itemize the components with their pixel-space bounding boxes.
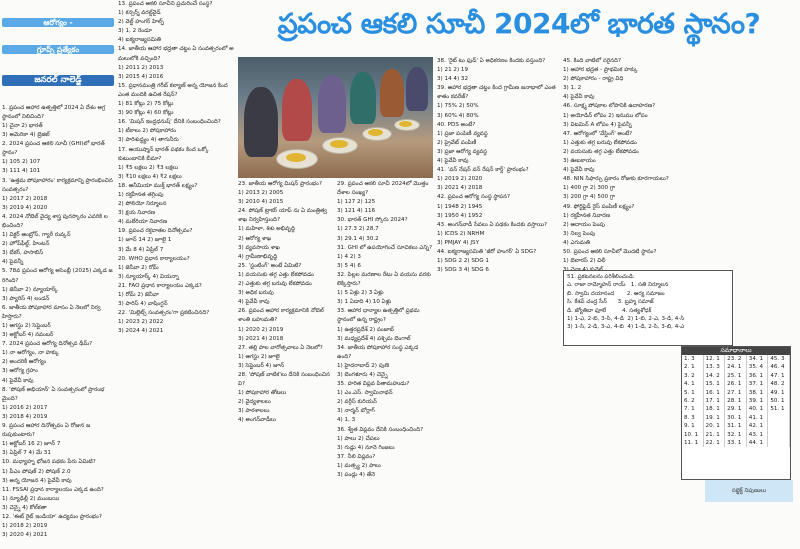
- answer-row: [682, 397, 790, 405]
- answer-cell: 24. 1: [725, 363, 747, 371]
- answer-cell: 33. 1: [725, 439, 747, 447]
- answer-cell: 20. 1: [703, 422, 725, 430]
- answer-cell: 10. 1: [682, 431, 703, 439]
- answer-cell: 41. 1: [746, 414, 768, 422]
- children-eating-photo: [238, 57, 433, 178]
- answer-cell: 50. 1: [768, 397, 790, 405]
- answer-cell: 43. 1: [746, 431, 768, 439]
- subject-label: జనరల్ నాలెడ్జ్: [2, 75, 114, 86]
- column-1-text: 1. ప్రపంచ ఆహార ఉత్పత్తిలో 2024 ఏ దేశం అగ్రస్థానంలో నిలిచింది? 1) చైనా 2) భారత్ 3) అమెరికా 4) బ్రెజిల్ 2. 2024 ప్రపంచ ఆకలి సూచీ (GHI)లో భారత్ స్థానం? 1) 105 2) 107 3) 111 4) 101 3. 'ఉత్తమ పోషకాహారం' కార్యక్రమాన్ని ప్రారంభించిన సంవత్సరం? 1) 2017 2) 2018 3) 2019 4) 2020 4. 2024 నోబెల్ వైద్య శాస్త్ర పురస్కారం ఎవరికి లభించింది? 1) విక్టర్ ఆంబ్రోస్, గ్యారీ రువ్కన్ 2) హోప్‌ఫీల్డ్, హింటన్ 3) బేకర్, హసాబిస్ 4) పైవన్నీ 5. 78వ ప్రపంచ ఆరోగ్య అసెంబ్లీ (2025) ఎక్కడ జరిగింది? 1) జెనీవా 2) న్యూయార్క్ 3) ప్యారిస్ 4) లండన్ 6. జాతీయ పోషకాహార మాసం ఏ నెలలో నిర్వహిస్తారు? 1) ఆగస్టు 2) సెప్టెంబర్ 3) అక్టోబర్ 4) నవంబర్ 7. 2024 ప్రపంచ ఆరోగ్య దినోత్సవ థీమ్? 1) నా ఆరోగ్యం, నా హక్కు 2) అందరికీ ఆరోగ్యం 3) ఆరోగ్య గ్రహం 4) పైవేవీ కావు 8. 'పోషణ్ అభియాన్' ఏ సంవత్సరంలో ప్రారంభమైంది? 1) 2016 2) 2017 3) 2018 4) 2019 9. ప్రపంచ ఆహార దినోత్సవం ఏ రోజున జరుపుకుంటారు? 1) అక్టోబర్ 16 2) జూన్ 7 3) ఏప్రిల్ 7 4) మే 31 10. మధ్యాహ్న భోజన పథకం పేరు ఏమిటి? 1) పీఎం పోషణ్ 2) పోషణ్ 2.0 3) అన్న యోజన 4) పైవేవీ కావు 11. FSSAI ప్రధాన కార్యాలయం ఎక్కడ ఉంది? 1) న్యూఢిల్లీ 2) ముంబయి 3) చెన్నై 4) కోల్‌కతా 12. 'ఈట్ రైట్ ఇండియా' ఉద్యమం ప్రారంభం? 1) 2018 2) 2019 3) 2020 4) 2021: [2, 104, 113, 539]
- answer-key-table: [682, 355, 790, 447]
- answer-cell: 22. 1: [703, 439, 725, 447]
- answer-cell: 23. 2: [725, 355, 747, 363]
- answer-row: [682, 363, 790, 371]
- answer-cell: 44. 1: [746, 439, 768, 447]
- answer-cell: 28. 1: [725, 397, 747, 405]
- answer-cell: 38. 1: [746, 389, 768, 397]
- answer-cell: 4. 1: [682, 380, 703, 388]
- answer-cell: 13. 3: [703, 363, 725, 371]
- answer-row: [682, 355, 790, 363]
- answer-row: [682, 414, 790, 422]
- answer-cell: [768, 414, 790, 422]
- matching-question-box: 51. ప్రకటనలను పరిశీలించండి: ఎ. రాజా రామ్మోహన్ రాయ్ 1. సతి నిర్మూలన బి. స్వామి దయానంద 2. ఆర్య సమాజం సి. కేశవ్ చంద్ర సేన్ 3. బ్రహ్మ సమాజ్ డి. జ్యోతిబా ఫూలే 4. సత్యశోధక్ 1) 1-ఎ, 2-బి, 3-సి, 4-డి 2) 1-బి, 2-ఎ, 3-డి, 4-సి 3) 1-సి, 2-డి, 3-ఎ, 4-బి 4) 1-డి, 2-సి, 3-బి, 4-ఎ: [563, 270, 733, 346]
- answer-cell: 46. 4: [768, 363, 790, 371]
- answer-cell: 49. 1: [768, 389, 790, 397]
- answer-cell: 21. 1: [703, 431, 725, 439]
- answer-key: [681, 346, 791, 480]
- answer-row: [682, 422, 790, 430]
- answer-cell: 30. 1: [725, 414, 747, 422]
- answer-cell: 26. 1: [725, 380, 747, 388]
- column-2: 13. ప్రపంచ ఆకలి సూచీని ప్రచురించే సంస్థ? 1) కన్సర్న్ వరల్డ్‌వైడ్ 2) వెల్ట్ హంగర్ హిల్ఫ్ 3) 1, 2 రెండూ 4) ఐక్యరాజ్యసమితి 14. జాతీయ ఆహార భద్రతా చట్టం ఏ సంవత్సరంలో అమలులోకి వచ్చింది? 1) 2011 2) 2013 3) 2015 4) 2016 15. ప్రధానమంత్రి గరీబ్ కల్యాణ్ అన్న యోజన కింద ఎంత మందికి ఉచిత రేషన్? 1) 81 కోట్లు 2) 75 కోట్లు 3) 90 కోట్లు 4) 60 కోట్లు 16. 'మిషన్ ఇంద్రధనుష్' దేనికి సంబంధించింది? 1) టీకాలు 2) పోషకాహారం 3) పారిశుద్ధ్యం 4) తాగునీరు 17. ఆయుష్మాన్ భారత్ పథకం కింద ఒక్కో కుటుంబానికి బీమా? 1) ₹5 లక్షలు 2) ₹3 లక్షలు 3) ₹10 లక్షలు 4) ₹2 లక్షలు 18. ఆనీమియా ముక్త్ భారత్ లక్ష్యం? 1) రక్తహీనత తగ్గింపు 2) పోలియో నిర్మూలన 3) క్షయ నివారణ 4) మలేరియా నివారణ 19. ప్రపంచ రక్తదాతల దినోత్సవం? 1) జూన్ 14 2) జూలై 1 3) మే 8 4) ఏప్రిల్ 7 20. WHO ప్రధాన కార్యాలయం? 1) జెనీవా 2) రోమ్ 3) న్యూయార్క్ 4) వియన్నా 21. FAO ప్రధాన కార్యాలయం ఎక్కడ? 1) రోమ్ 2) జెనీవా 3) పారిస్ 4) వాషింగ్టన్ 22. 'మిల్లెట్స్ సంవత్సరం'గా ప్రకటించినది? 1) 2023 2) 2022 3) 2024 4) 2021: [118, 1, 234, 335]
- answer-cell: 19. 1: [703, 414, 725, 422]
- signature-badge: సబ్జెక్ట్ నిపుణులు: [705, 480, 793, 502]
- answer-row: [682, 405, 790, 413]
- answer-cell: 29. 1: [725, 405, 747, 413]
- answer-cell: 15. 1: [703, 380, 725, 388]
- answer-cell: 40. 1: [746, 405, 768, 413]
- answer-row: [682, 431, 790, 439]
- answer-row: [682, 372, 790, 380]
- answer-key-heading: సమాధానాలు: [682, 347, 790, 355]
- answer-cell: 51. 1: [768, 405, 790, 413]
- column-6: 45. కింది వాటిలో సరైనది? 1) ఆహార భద్రత - ప్రాథమిక హక్కు 2) పోషకాహారం - రాష్ట్ర విధి 3) 1, 2 4) పైవేవీ కావు 46. సూక్ష్మ పోషకాల లోపానికి ఉదాహరణ? 1) అయోడిన్ లోపం 2) ఇనుము లోపం 3) విటమిన్ A లోపం 4) పైవన్నీ 47. ఆరోగ్యంలో 'వేస్టింగ్' అంటే? 1) ఎత్తుకు తగ్గ బరువు లేకపోవడం 2) వయసుకు తగ్గ ఎత్తు లేకపోవడం 3) ఊబకాయం 4) పైవేవీ కావు 48. NIN సిఫార్సు ప్రకారం రోజుకు కూరగాయలు? 1) 400 గ్రా 2) 300 గ్రా 3) 200 గ్రా 4) 500 గ్రా 49. ఫోర్టిఫైడ్ రైస్ పంపిణీ లక్ష్యం? 1) రక్తహీనత నివారణ 2) ఆదాయం పెంపు 3) నిల్వ పెంపు 4) ఎగుమతి 50. ప్రపంచ ఆకలి సూచీలో మొదటి స్థానం? 1) బెలారస్ 2) చిలీ: [563, 58, 669, 265]
- answer-cell: 36. 1: [746, 372, 768, 380]
- answer-cell: 1. 3: [682, 355, 703, 363]
- answer-cell: 6. 2: [682, 397, 703, 405]
- answer-cell: 11. 1: [682, 439, 703, 447]
- answer-cell: 34. 1: [746, 355, 768, 363]
- section-label-2: గ్రూప్స్ ప్రత్యేకం: [2, 45, 114, 54]
- answer-cell: 8. 3: [682, 414, 703, 422]
- answer-cell: 14. 2: [703, 372, 725, 380]
- answer-cell: 5. 1: [682, 389, 703, 397]
- answer-cell: 16. 1: [703, 389, 725, 397]
- section-label: ఆరోగ్యం -: [2, 18, 114, 27]
- answer-row: [682, 389, 790, 397]
- answer-cell: 7. 1: [682, 405, 703, 413]
- answer-cell: 31. 1: [725, 422, 747, 430]
- page-title: ప్రపంచ ఆకలి సూచీ 2024లో భారత స్థానం?: [277, 7, 761, 40]
- answer-cell: [768, 439, 790, 447]
- answer-cell: [768, 431, 790, 439]
- answer-cell: [768, 422, 790, 430]
- answer-cell: 37. 1: [746, 380, 768, 388]
- column-1: [2, 0, 114, 539]
- answer-cell: 35. 4: [746, 363, 768, 371]
- answer-row: [682, 380, 790, 388]
- answer-cell: 9. 1: [682, 422, 703, 430]
- column-5: 38. 'రైట్ టు ఫుడ్' ఏ అధికరణం కిందకు వస్తుంది? 1) 21 2) 19 3) 14 4) 32 39. ఆహార భద్రతా చట్టం కింద గ్రామీణ జనాభాలో ఎంత శాతం కవరేజ్? 1) 75% 2) 50% 3) 60% 4) 80% 40. PDS అంటే? 1) ప్రజా పంపిణీ వ్యవస్థ 2) ప్రైవేట్ పంపిణీ 3) ప్రజా ఆరోగ్య వ్యవస్థ 4) పైవేవీ కావు 41. 'వన్ నేషన్ వన్ రేషన్ కార్డ్' ప్రారంభం? 1) 2019 2) 2020 3) 2021 4) 2018 42. ప్రపంచ ఆరోగ్య సంస్థ స్థాపన? 1) 1948 2) 1945 3) 1950 4) 1952 43. అంగన్‌వాడీ సేవలు ఏ పథకం కిందకు వస్తాయి? 1) ICDS 2) NRHM 3) PMJAY 4) JSY 44. ఐక్యరాజ్యసమితి 'జీరో హంగర్' ఏ SDG? 1) SDG 2 2) SDG 1 3) SDG 3 4) SDG 6: [437, 58, 556, 274]
- column-4: 29. ప్రపంచ ఆకలి సూచీ 2024లో మొత్తం దేశాల సంఖ్య? 1) 127 2) 125 3) 121 4) 116 30. భారత్ GHI స్కోరు 2024? 1) 27.3 2) 28.7 3) 29.1 4) 30.2 31. GHI లో ఉపయోగించే సూచికలు ఎన్ని? 1) 4 2) 3 3) 5 4) 6 32. పిల్లల మరణాల రేటు ఏ వయసు వరకు లెక్కిస్తారు? 1) 5 ఏళ్లు 2) 3 ఏళ్లు 3) 1 ఏడాది 4) 10 ఏళ్లు 33. ఆహార ధాన్యాల ఉత్పత్తిలో ప్రథమ స్థానంలో ఉన్న రాష్ట్రం? 1) ఉత్తరప్రదేశ్ 2) పంజాబ్ 3) మధ్యప్రదేశ్ 4) పశ్చిమ బెంగాల్ 34. జాతీయ పోషకాహార సంస్థ ఎక్కడ ఉంది? 1) హైదరాబాద్ 2) పుణె 3) బెంగళూరు 4) చెన్నై 35. హరిత విప్లవ పితామహుడు? 1) ఎం.ఎస్. స్వామినాథన్ 2) వర్గీస్ కురియన్ 3) నార్మన్ బోర్లాగ్ 4) 1, 3 36. శ్వేత విప్లవం దేనికి సంబంధించింది? 1) పాలు 2) చేపలు 3) గుడ్లు 4) నూనె గింజలు 37. నీలి విప్లవం? 1) మత్స్య 2) పాలు 3) పండ్లు 4) తేనె: [337, 181, 433, 478]
- column-3: 23. జాతీయ ఆరోగ్య మిషన్ ప్రారంభం? 1) 2013 2) 2005 3) 2010 4) 2015 24. పోషణ్ ట్రాకర్ యాప్ ను ఏ మంత్రిత్వ శాఖ నిర్వహిస్తుంది? 1) మహిళా, శిశు అభివృద్ధి 2) ఆరోగ్య శాఖ 3) వ్యవసాయ శాఖ 4) గ్రామీణాభివృద్ధి 25. 'స్టంటింగ్' అంటే ఏమిటి? 1) వయసుకు తగ్గ ఎత్తు లేకపోవడం 2) ఎత్తుకు తగ్గ బరువు లేకపోవడం 3) అధిక బరువు 4) పైవేవీ కావు 26. ప్రపంచ ఆహార కార్యక్రమానికి నోబెల్ శాంతి బహుమతి? 1) 2020 2) 2019 3) 2021 4) 2018 27. తల్లి పాల వారోత్సవాలు ఏ నెలలో? 1) ఆగస్టు 2) జూలై 3) సెప్టెంబర్ 4) జూన్ 28. 'పోషణ్ వాటిక'లు దేనికి సంబంధించినవి? 1) పోషకాహార తోటలు 2) వైద్యశాలలు 3) పాఠశాలలు 4) అంగన్‌వాడీలు: [238, 181, 330, 424]
- answer-cell: 17. 1: [703, 397, 725, 405]
- answer-cell: 18. 1: [703, 405, 725, 413]
- answer-cell: 47. 1: [768, 372, 790, 380]
- answer-cell: 48. 2: [768, 380, 790, 388]
- answer-cell: 3. 2: [682, 372, 703, 380]
- answer-cell: 42. 1: [746, 422, 768, 430]
- answer-cell: 25. 1: [725, 372, 747, 380]
- answer-cell: 12. 1: [703, 355, 725, 363]
- answer-cell: 39. 1: [746, 397, 768, 405]
- answer-cell: 2. 1: [682, 363, 703, 371]
- answer-cell: 27. 1: [725, 389, 747, 397]
- answer-cell: 45. 3: [768, 355, 790, 363]
- answer-row: [682, 439, 790, 447]
- answer-cell: 32. 1: [725, 431, 747, 439]
- column-7: [680, 57, 796, 345]
